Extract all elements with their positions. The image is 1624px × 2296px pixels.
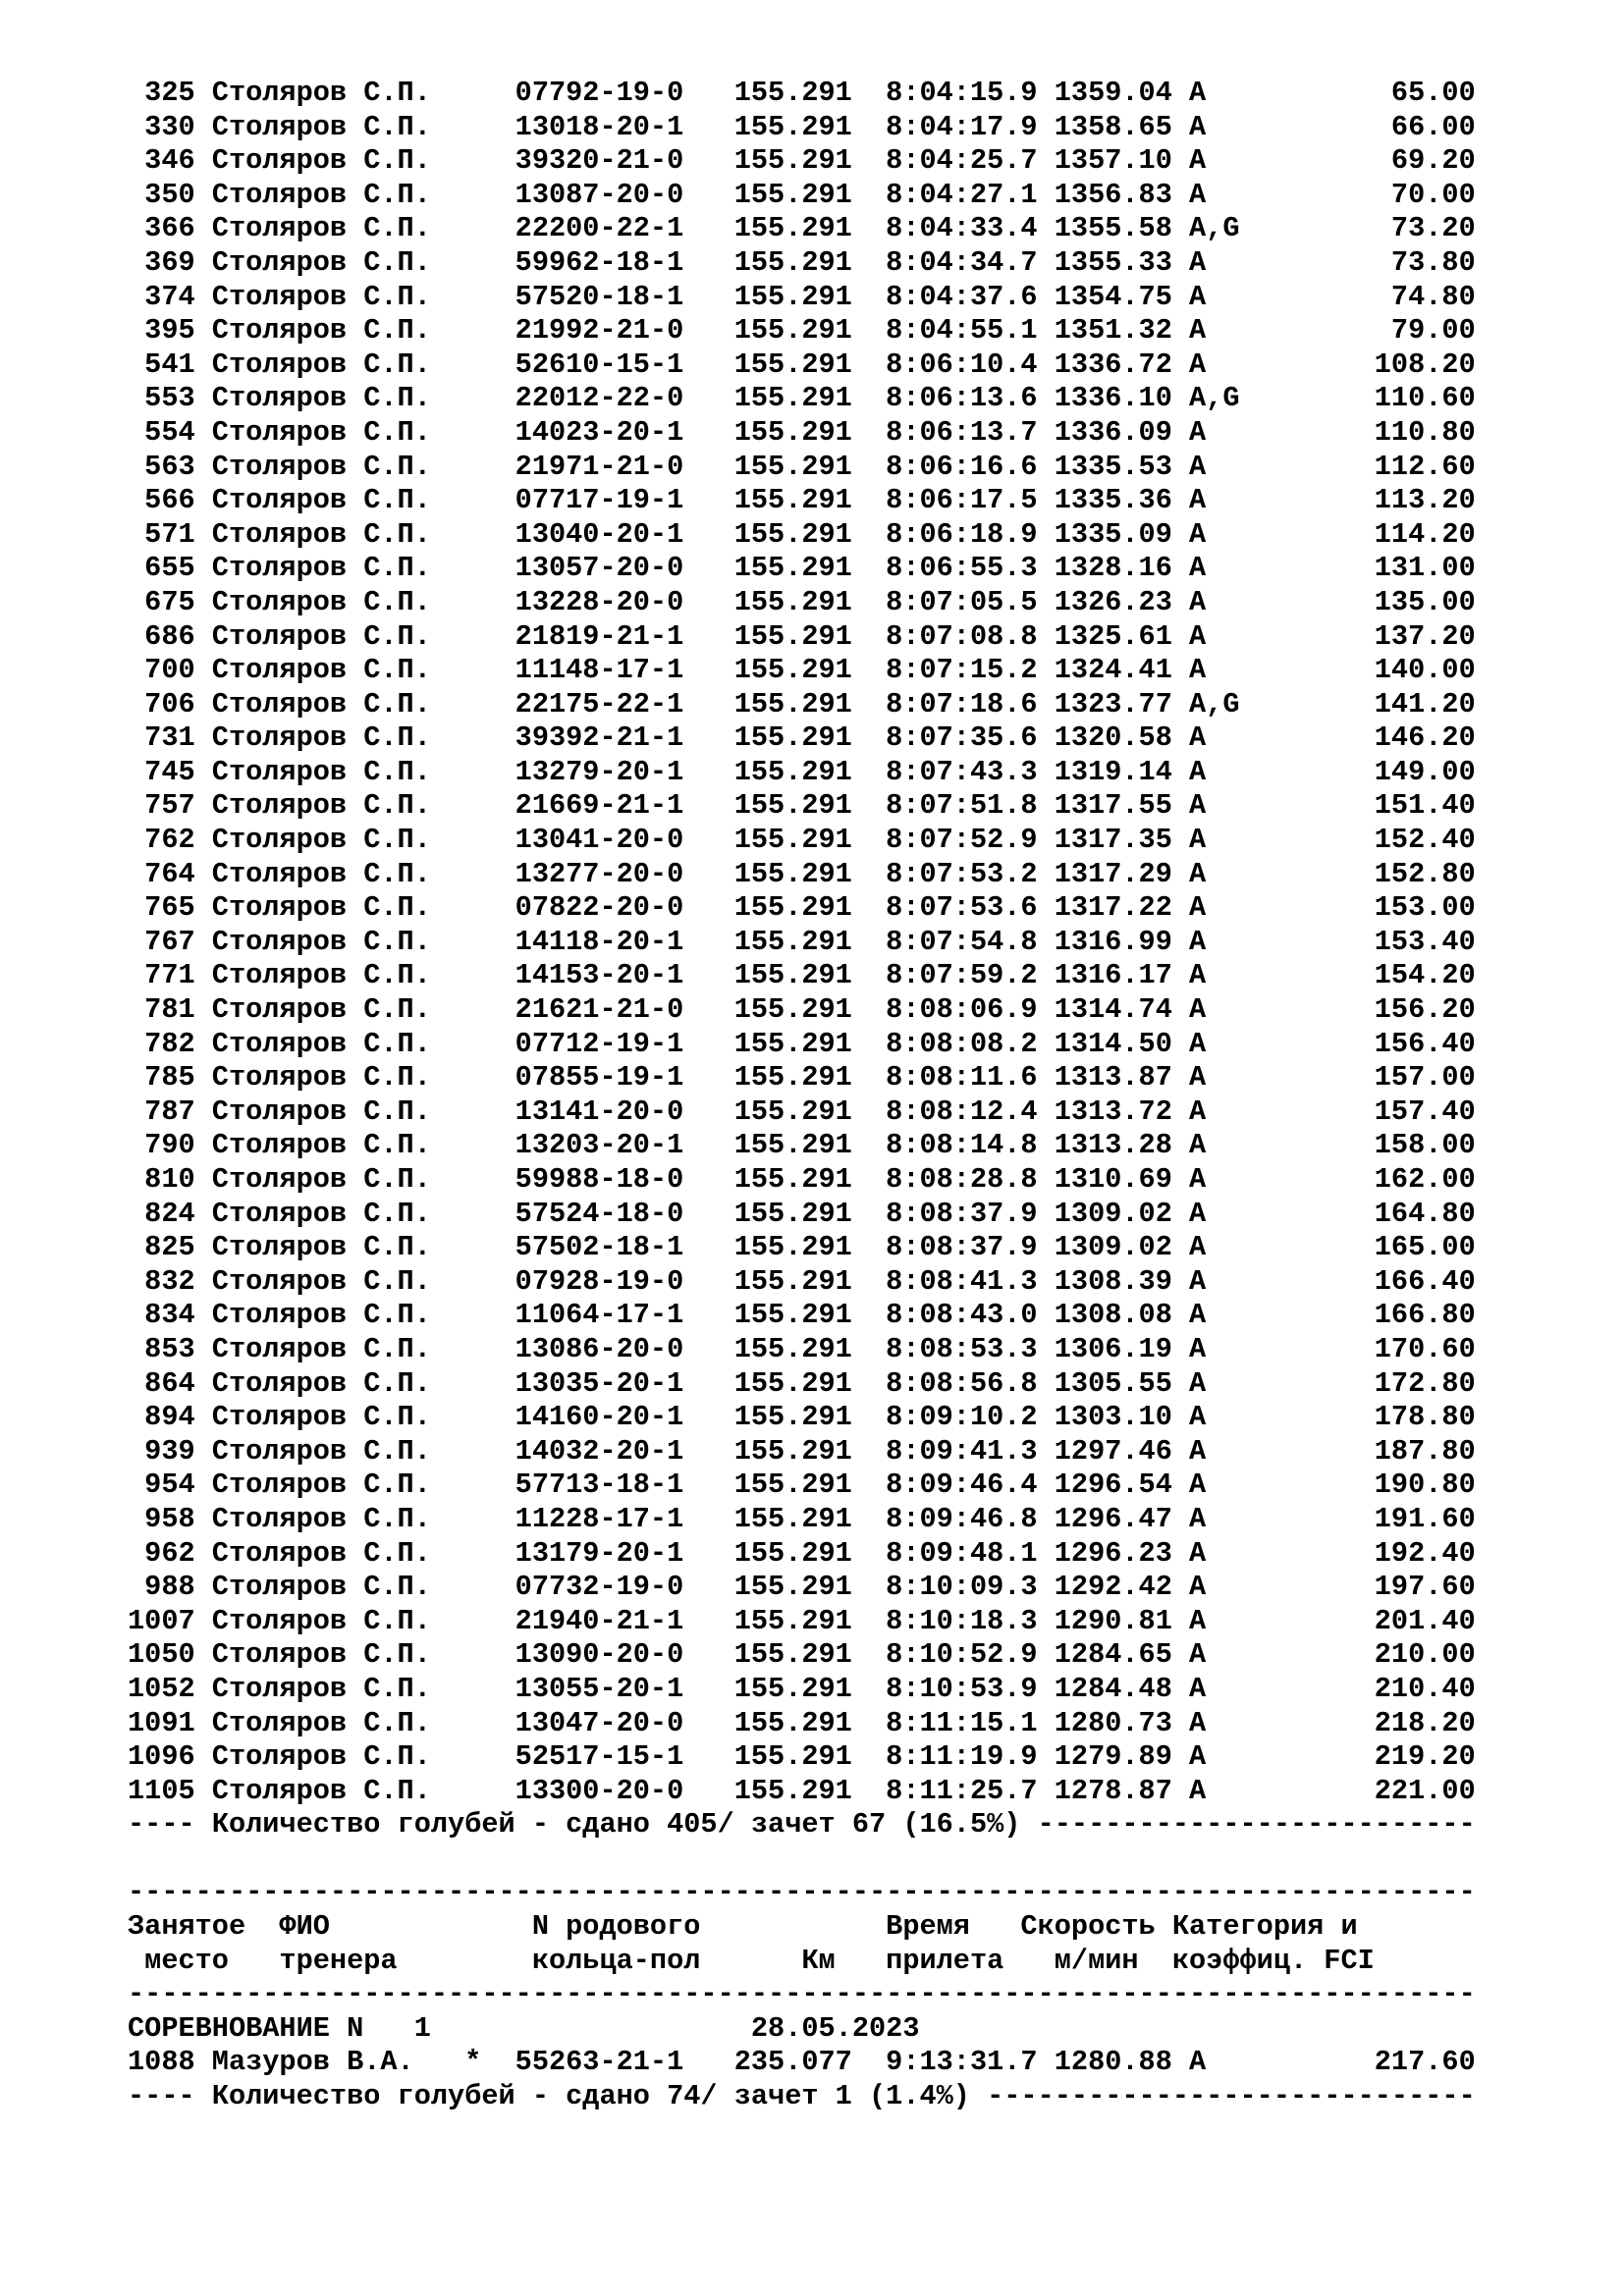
result-row: 350 Столяров С.П. 13087-20-0 155.291 8:04:27.1 1356.83 A 70.00: [128, 178, 1476, 211]
results-table-1: [128, 77, 1600, 1808]
spacer: [128, 1842, 1600, 1877]
result-row: 541 Столяров С.П. 52610-15-1 155.291 8:06:10.4 1336.72 A 108.20: [128, 347, 1476, 381]
separator-line-top: --------------------------------------------------------------------------------: [128, 1876, 1476, 1909]
result-row: 853 Столяров С.П. 13086-20-0 155.291 8:08:53.3 1306.19 A 170.60: [128, 1332, 1476, 1365]
result-row: 366 Столяров С.П. 22200-22-1 155.291 8:04:33.4 1355.58 A,G 73.20: [128, 212, 1476, 245]
result-row: 325 Столяров С.П. 07792-19-0 155.291 8:04:15.9 1359.04 A 65.00: [128, 77, 1476, 109]
result-row: 832 Столяров С.П. 07928-19-0 155.291 8:08:41.3 1308.39 A 166.40: [128, 1264, 1476, 1298]
result-row: 1105 Столяров С.П. 13300-20-0 155.291 8:11:25.7 1278.87 A 221.00: [128, 1774, 1476, 1807]
result-row: 374 Столяров С.П. 57520-18-1 155.291 8:04:37.6 1354.75 A 74.80: [128, 280, 1476, 313]
result-row: 553 Столяров С.П. 22012-22-0 155.291 8:06:13.6 1336.10 A,G 110.60: [128, 382, 1476, 415]
result-row: 675 Столяров С.П. 13228-20-0 155.291 8:07:05.5 1326.23 A 135.00: [128, 585, 1476, 618]
separator-line-bottom: --------------------------------------------------------------------------------: [128, 1978, 1476, 2011]
result-row: 767 Столяров С.П. 14118-20-1 155.291 8:07:54.8 1316.99 A 153.40: [128, 925, 1476, 958]
result-row: 988 Столяров С.П. 07732-19-0 155.291 8:10:09.3 1292.42 A 197.60: [128, 1571, 1476, 1604]
result-row: 864 Столяров С.П. 13035-20-1 155.291 8:08:56.8 1305.55 A 172.80: [128, 1366, 1476, 1400]
result-row: 563 Столяров С.П. 21971-21-0 155.291 8:06:16.6 1335.53 A 112.60: [128, 450, 1476, 483]
result-row: 706 Столяров С.П. 22175-22-1 155.291 8:07:18.6 1323.77 A,G 141.20: [128, 687, 1476, 721]
result-row: 330 Столяров С.П. 13018-20-1 155.291 8:04:17.9 1358.65 A 66.00: [128, 110, 1476, 143]
report-page: [128, 77, 1600, 2114]
header-line-1: Занятое ФИО N родового Время Скорость Категория и: [128, 1910, 1358, 1944]
result-row: 790 Столяров С.П. 13203-20-1 155.291 8:08:14.8 1313.28 A 158.00: [128, 1129, 1476, 1162]
result-row: 566 Столяров С.П. 07717-19-1 155.291 8:06:17.5 1335.36 A 113.20: [128, 484, 1476, 517]
result-row: 1007 Столяров С.П. 21940-21-1 155.291 8:10:18.3 1290.81 A 201.40: [128, 1604, 1476, 1637]
result-row: 954 Столяров С.П. 57713-18-1 155.291 8:09:46.4 1296.54 A 190.80: [128, 1468, 1476, 1502]
result-row: 1050 Столяров С.П. 13090-20-0 155.291 8:10:52.9 1284.65 A 210.00: [128, 1638, 1476, 1672]
result-row: 825 Столяров С.П. 57502-18-1 155.291 8:08:37.9 1309.02 A 165.00: [128, 1231, 1476, 1264]
header-line-2: место тренера кольца-пол Км прилета м/мин коэффиц. FCI: [128, 1944, 1375, 1977]
result-row: 765 Столяров С.П. 07822-20-0 155.291 8:07:53.6 1317.22 A 153.00: [128, 891, 1476, 925]
result-row: 787 Столяров С.П. 13141-20-0 155.291 8:08:12.4 1313.72 A 157.40: [128, 1095, 1476, 1128]
result-row: 785 Столяров С.П. 07855-19-1 155.291 8:08:11.6 1313.87 A 157.00: [128, 1061, 1476, 1095]
summary-line-2: ---- Количество голубей - сдано 74/ зачет 1 (1.4%) -----------------------------: [128, 2080, 1476, 2113]
result-row: 554 Столяров С.П. 14023-20-1 155.291 8:06:13.7 1336.09 A 110.80: [128, 415, 1476, 449]
result-row: 395 Столяров С.П. 21992-21-0 155.291 8:04:55.1 1351.32 A 79.00: [128, 314, 1476, 347]
result-row: 834 Столяров С.П. 11064-17-1 155.291 8:08:43.0 1308.08 A 166.80: [128, 1299, 1476, 1332]
result-row: 962 Столяров С.П. 13179-20-1 155.291 8:09:48.1 1296.23 A 192.40: [128, 1536, 1476, 1570]
result-row: 894 Столяров С.П. 14160-20-1 155.291 8:09:10.2 1303.10 A 178.80: [128, 1401, 1476, 1434]
result-row: 781 Столяров С.П. 21621-21-0 155.291 8:08:06.9 1314.74 A 156.20: [128, 993, 1476, 1027]
result-row: 1052 Столяров С.П. 13055-20-1 155.291 8:10:53.9 1284.48 A 210.40: [128, 1672, 1476, 1705]
result-row: 764 Столяров С.П. 13277-20-0 155.291 8:07:53.2 1317.29 A 152.80: [128, 857, 1476, 890]
result-row: 686 Столяров С.П. 21819-21-1 155.291 8:07:08.8 1325.61 A 137.20: [128, 619, 1476, 653]
results-table-2: [128, 2046, 1600, 2080]
result-row: 771 Столяров С.П. 14153-20-1 155.291 8:07:59.2 1316.17 A 154.20: [128, 959, 1476, 992]
result-row: 571 Столяров С.П. 13040-20-1 155.291 8:06:18.9 1335.09 A 114.20: [128, 517, 1476, 551]
result-row: 1091 Столяров С.П. 13047-20-0 155.291 8:11:15.1 1280.73 A 218.20: [128, 1706, 1476, 1739]
result-row: 782 Столяров С.П. 07712-19-1 155.291 8:08:08.2 1314.50 A 156.40: [128, 1027, 1476, 1060]
result-row: 369 Столяров С.П. 59962-18-1 155.291 8:04:34.7 1355.33 A 73.80: [128, 245, 1476, 279]
result-row: 762 Столяров С.П. 13041-20-0 155.291 8:07:52.9 1317.35 A 152.40: [128, 824, 1476, 857]
result-row: 939 Столяров С.П. 14032-20-1 155.291 8:09:41.3 1297.46 A 187.80: [128, 1434, 1476, 1468]
result-row: 700 Столяров С.П. 11148-17-1 155.291 8:07:15.2 1324.41 A 140.00: [128, 654, 1476, 687]
result-row: 731 Столяров С.П. 39392-21-1 155.291 8:07:35.6 1320.58 A 146.20: [128, 721, 1476, 755]
result-row: 958 Столяров С.П. 11228-17-1 155.291 8:09:46.8 1296.47 A 191.60: [128, 1502, 1476, 1535]
result-row: 824 Столяров С.П. 57524-18-0 155.291 8:08:37.9 1309.02 A 164.80: [128, 1197, 1476, 1230]
summary-line-1: ---- Количество голубей - сдано 405/ зачет 67 (16.5%) --------------------------: [128, 1808, 1476, 1842]
result-row: 346 Столяров С.П. 39320-21-0 155.291 8:04:25.7 1357.10 A 69.20: [128, 144, 1476, 178]
result-row: 745 Столяров С.П. 13279-20-1 155.291 8:07:43.3 1319.14 A 149.00: [128, 755, 1476, 788]
result-row: 1096 Столяров С.П. 52517-15-1 155.291 8:11:19.9 1279.89 A 219.20: [128, 1740, 1476, 1774]
result-row: 655 Столяров С.П. 13057-20-0 155.291 8:06:55.3 1328.16 A 131.00: [128, 552, 1476, 585]
result-row: 810 Столяров С.П. 59988-18-0 155.291 8:08:28.8 1310.69 A 162.00: [128, 1163, 1476, 1196]
competition-title: СОРЕВНОВАНИЕ N 1 28.05.2023: [128, 2011, 920, 2045]
result-row: 1088 Мазуров В.А. * 55263-21-1 235.077 9:13:31.7 1280.88 A 217.60: [128, 2046, 1476, 2079]
result-row: 757 Столяров С.П. 21669-21-1 155.291 8:07:51.8 1317.55 A 151.40: [128, 789, 1476, 823]
